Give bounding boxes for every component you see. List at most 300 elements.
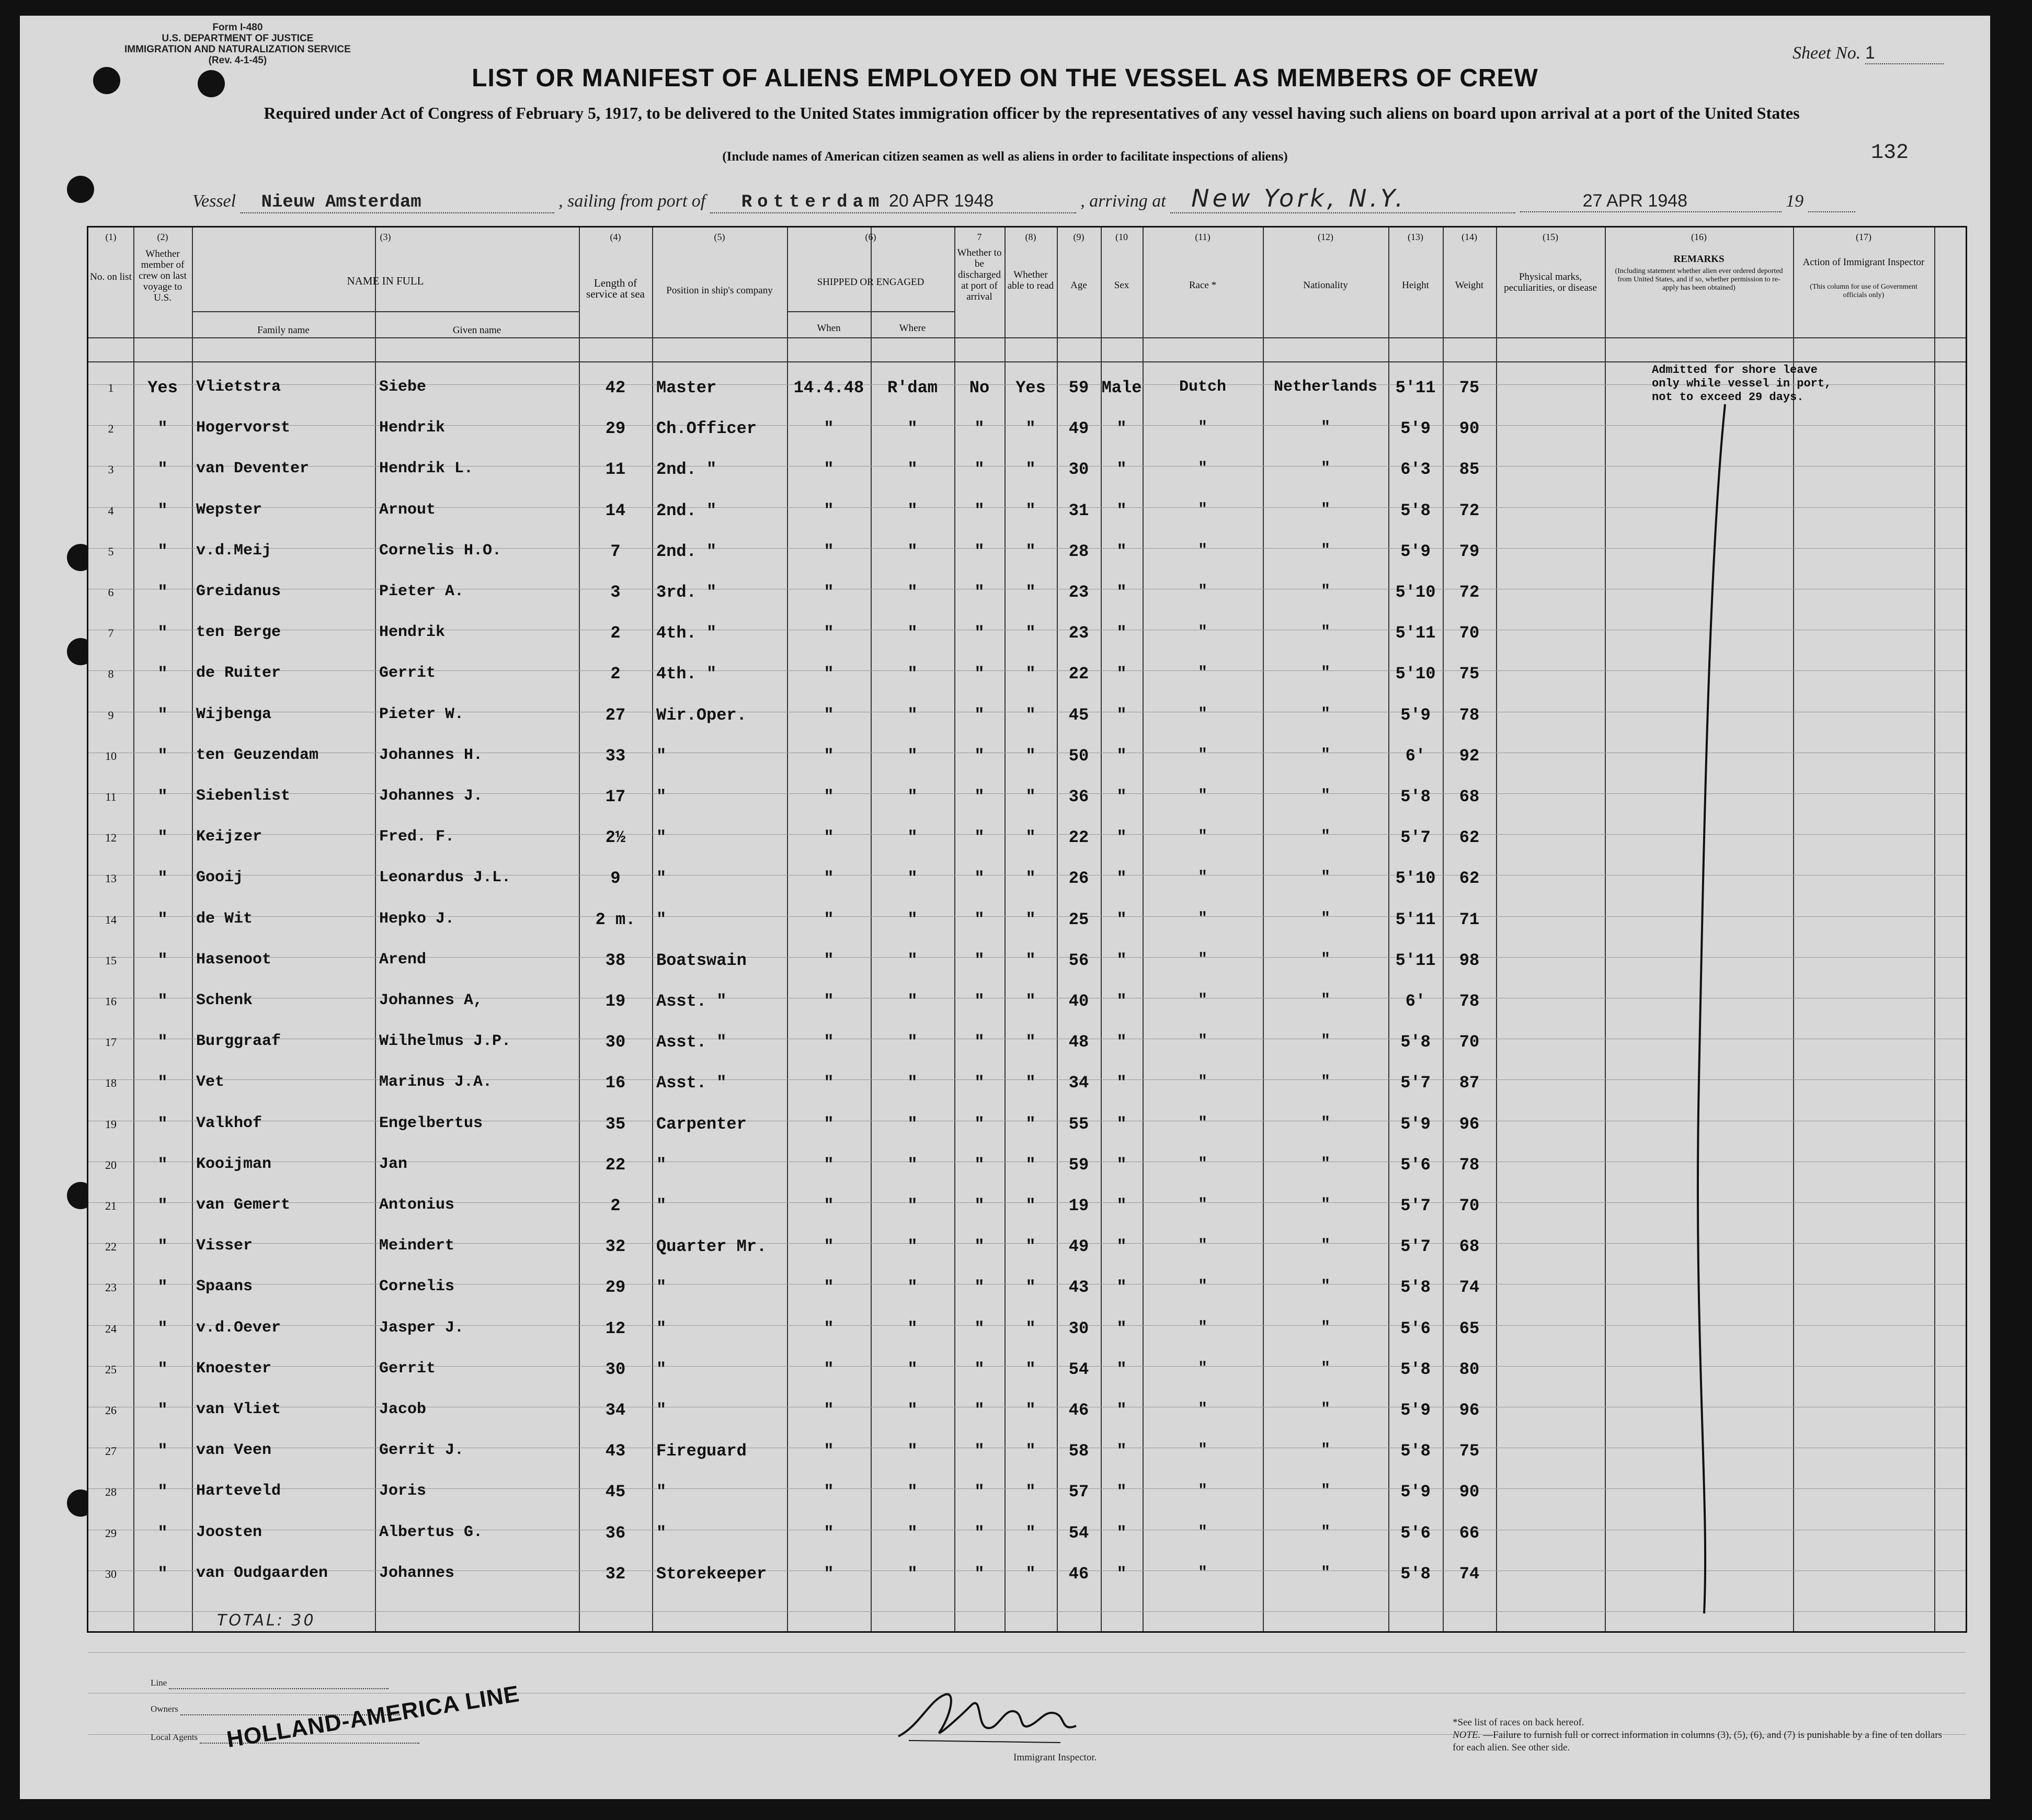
header-num: (2)	[157, 232, 168, 242]
row-number: 7	[108, 627, 114, 640]
weight-cell: 78	[1459, 705, 1480, 725]
discharged-cell: "	[974, 1155, 985, 1175]
given-name-cell: Johannes H.	[379, 746, 483, 764]
family-name-cell: Knoester	[196, 1359, 272, 1378]
arrival-date: 27 APR 1948	[1520, 191, 1782, 212]
able-to-read-cell: "	[1025, 664, 1036, 684]
discharged-cell: "	[974, 1196, 985, 1215]
vessel-name: Nieuw Amsterdam	[241, 192, 554, 213]
shipped-when-cell: "	[824, 950, 834, 970]
nationality-cell: "	[1320, 1401, 1330, 1418]
header-num: (15)	[1543, 232, 1558, 242]
prev-voyage-cell: "	[157, 1073, 168, 1093]
able-to-read-cell: "	[1025, 1401, 1036, 1420]
form-identifier	[124, 22, 351, 66]
position-cell: Quarter Mr.	[656, 1237, 767, 1257]
discharged-cell: "	[974, 909, 985, 929]
shipped-when-cell: "	[824, 746, 834, 766]
sex-cell: "	[1116, 664, 1127, 684]
able-to-read-cell: "	[1025, 500, 1036, 520]
departure-field	[710, 191, 1076, 213]
nationality-cell: "	[1320, 1359, 1330, 1378]
position-cell: "	[656, 909, 667, 929]
owners-label: Owners	[151, 1704, 178, 1714]
given-name-cell: Meindert	[379, 1237, 455, 1255]
nationality-cell: "	[1320, 1523, 1330, 1541]
height-cell: 5'11	[1395, 909, 1436, 929]
able-to-read-cell: "	[1025, 541, 1036, 561]
header-able-to-read: Whether able to read	[1007, 269, 1054, 291]
race-cell: "	[1197, 583, 1207, 600]
row-number: 30	[105, 1567, 117, 1580]
shipped-when-cell: "	[824, 869, 834, 889]
height-cell: 5'11	[1395, 623, 1436, 643]
prev-voyage-cell: "	[157, 787, 168, 806]
prev-voyage-cell: Yes	[147, 378, 178, 397]
given-name-cell: Siebe	[379, 378, 427, 396]
family-name-cell: Vet	[196, 1073, 225, 1091]
age-cell: 57	[1068, 1482, 1089, 1502]
service-cell: 32	[605, 1237, 626, 1257]
sheet-number-value: 1	[1865, 43, 1944, 64]
position-cell: "	[656, 1196, 667, 1215]
discharged-cell: "	[974, 1441, 985, 1461]
height-cell: 5'9	[1400, 419, 1431, 439]
weight-cell: 70	[1459, 1032, 1480, 1052]
weight-cell: 62	[1459, 828, 1480, 848]
age-cell: 31	[1068, 500, 1089, 520]
row-number: 23	[105, 1281, 117, 1294]
column-rule	[652, 228, 653, 1631]
able-to-read-cell: "	[1025, 1073, 1036, 1093]
prev-voyage-cell: "	[157, 1155, 168, 1175]
able-to-read-cell: "	[1025, 992, 1036, 1011]
service-cell: 29	[605, 419, 626, 439]
form-service: IMMIGRATION AND NATURALIZATION SERVICE	[124, 44, 351, 55]
row-number: 4	[108, 504, 114, 517]
discharged-cell: "	[974, 1482, 985, 1502]
height-cell: 5'9	[1400, 1114, 1431, 1134]
crew-table	[87, 226, 1967, 1633]
nationality-cell: "	[1320, 746, 1330, 764]
weight-cell: 96	[1459, 1114, 1480, 1134]
able-to-read-cell: "	[1025, 1032, 1036, 1052]
sex-cell: "	[1116, 1237, 1127, 1257]
race-cell: "	[1197, 460, 1207, 478]
able-to-read-cell: "	[1025, 950, 1036, 970]
shipped-where-cell: "	[907, 1401, 918, 1420]
shipped-when-cell: "	[824, 1032, 834, 1052]
header-where: Where	[899, 323, 926, 334]
position-cell: "	[656, 1318, 667, 1338]
header-prev-voyage: Whether member of crew on last voyage to U.S.	[139, 248, 187, 303]
nationality-cell: "	[1320, 828, 1330, 846]
prev-voyage-cell: "	[157, 992, 168, 1011]
shipped-where-cell: "	[907, 950, 918, 970]
weight-cell: 70	[1459, 623, 1480, 643]
height-cell: 5'10	[1395, 869, 1436, 889]
height-cell: 5'6	[1400, 1155, 1431, 1175]
race-cell: "	[1197, 664, 1207, 682]
discharged-cell: "	[974, 992, 985, 1011]
prev-voyage-cell: "	[157, 705, 168, 725]
able-to-read-cell: "	[1025, 1114, 1036, 1134]
sex-cell: "	[1116, 1196, 1127, 1215]
shipped-where-cell: "	[907, 419, 918, 439]
race-cell: Dutch	[1179, 378, 1226, 396]
position-cell: Asst. "	[656, 1073, 727, 1093]
discharged-cell: "	[974, 1114, 985, 1134]
height-cell: 5'9	[1400, 1482, 1431, 1502]
weight-cell: 98	[1459, 950, 1480, 970]
header-num: (4)	[610, 232, 621, 242]
weight-cell: 66	[1459, 1523, 1480, 1543]
header-num: (9)	[1073, 232, 1085, 242]
family-name-cell: Visser	[196, 1237, 253, 1255]
service-cell: 2	[610, 664, 621, 684]
header-num: (17)	[1856, 232, 1871, 242]
header-inspector-action: Action of Immigrant Inspector	[1802, 257, 1925, 268]
position-cell: "	[656, 1401, 667, 1420]
weight-cell: 71	[1459, 909, 1480, 929]
family-name-cell: Joosten	[196, 1523, 262, 1541]
family-name-cell: Spaans	[196, 1278, 253, 1296]
sailing-label: , sailing from port of	[558, 191, 706, 211]
sex-cell: Male	[1101, 378, 1142, 397]
weight-cell: 70	[1459, 1196, 1480, 1215]
shipped-where-cell: "	[907, 1196, 918, 1215]
race-cell: "	[1197, 1523, 1207, 1541]
header-rule	[88, 361, 1966, 362]
footer-line	[151, 1678, 389, 1689]
shipped-when-cell: "	[824, 623, 834, 643]
discharged-cell: "	[974, 787, 985, 806]
shipped-where-cell: "	[907, 1359, 918, 1379]
header-inspector-note: (This column for use of Government officials only)	[1810, 283, 1917, 299]
weight-cell: 78	[1459, 992, 1480, 1011]
shipped-where-cell: "	[907, 500, 918, 520]
departure-date: 20 APR 1948	[888, 191, 994, 211]
prev-voyage-cell: "	[157, 1318, 168, 1338]
family-name-cell: Harteveld	[196, 1482, 281, 1500]
height-cell: 5'7	[1400, 1237, 1431, 1257]
service-cell: 12	[605, 1318, 626, 1338]
family-name-cell: Hogervorst	[196, 419, 291, 437]
given-name-cell: Pieter A.	[379, 583, 464, 600]
shipped-when-cell: "	[824, 787, 834, 806]
race-cell: "	[1197, 950, 1207, 969]
given-name-cell: Hendrik	[379, 623, 446, 642]
family-name-cell: v.d.Meij	[196, 541, 272, 560]
shipped-when-cell: "	[824, 992, 834, 1011]
position-cell: "	[656, 787, 667, 806]
sex-cell: "	[1116, 460, 1127, 480]
service-cell: 42	[605, 378, 626, 397]
service-cell: 2	[610, 623, 621, 643]
inspector-label: Immigrant Inspector.	[1013, 1752, 1097, 1763]
shipped-when-cell: "	[824, 705, 834, 725]
service-cell: 14	[605, 500, 626, 520]
shipped-when-cell: "	[824, 1237, 834, 1257]
row-number: 12	[105, 831, 117, 845]
form-department: U.S. DEPARTMENT OF JUSTICE	[162, 33, 314, 44]
height-cell: 5'7	[1400, 828, 1431, 848]
sex-cell: "	[1116, 1441, 1127, 1461]
service-cell: 7	[610, 541, 621, 561]
row-number: 10	[105, 749, 117, 763]
nationality-cell: "	[1320, 1482, 1330, 1500]
position-cell: "	[656, 1523, 667, 1543]
service-cell: 11	[605, 460, 626, 480]
header-num: (10	[1115, 232, 1128, 242]
sex-cell: "	[1116, 992, 1127, 1011]
race-cell: "	[1197, 419, 1207, 437]
race-cell: "	[1197, 500, 1207, 519]
height-cell: 5'6	[1400, 1318, 1431, 1338]
race-cell: "	[1197, 1318, 1207, 1337]
discharged-cell: "	[974, 1318, 985, 1338]
given-name-cell: Gerrit J.	[379, 1441, 464, 1460]
discharged-cell: "	[974, 950, 985, 970]
service-cell: 29	[605, 1278, 626, 1298]
given-name-cell: Cornelis	[379, 1278, 455, 1296]
discharged-cell: "	[974, 1564, 985, 1584]
discharged-cell: "	[974, 705, 985, 725]
service-cell: 2 m.	[595, 909, 636, 929]
position-cell: Wir.Oper.	[656, 705, 747, 725]
shipped-when-cell: "	[824, 1564, 834, 1584]
given-name-cell: Arend	[379, 950, 427, 969]
family-name-cell: Hasenoot	[196, 950, 272, 969]
able-to-read-cell: "	[1025, 828, 1036, 848]
position-cell: "	[656, 1278, 667, 1298]
header-num: (16)	[1691, 232, 1707, 242]
given-name-cell: Wilhelmus J.P.	[379, 1032, 511, 1051]
height-cell: 5'6	[1400, 1523, 1431, 1543]
shipped-when-cell: "	[824, 1278, 834, 1298]
header-length-of-service: Length of service at sea	[586, 277, 645, 300]
weight-cell: 90	[1459, 1482, 1480, 1502]
sex-cell: "	[1116, 1523, 1127, 1543]
shipped-when-cell: "	[824, 1073, 834, 1093]
header-when: When	[817, 323, 841, 334]
family-name-cell: Vlietstra	[196, 378, 281, 396]
weight-cell: 75	[1459, 664, 1480, 684]
able-to-read-cell: "	[1025, 705, 1036, 725]
age-cell: 23	[1068, 583, 1089, 602]
service-cell: 17	[605, 787, 626, 806]
height-cell: 6'	[1405, 746, 1426, 766]
discharged-cell: "	[974, 623, 985, 643]
race-cell: "	[1197, 909, 1207, 928]
able-to-read-cell: "	[1025, 787, 1036, 806]
height-cell: 5'10	[1395, 583, 1436, 602]
height-cell: 5'9	[1400, 1401, 1431, 1420]
shipped-when-cell: "	[824, 1196, 834, 1215]
form-revision: (Rev. 4-1-45)	[208, 55, 267, 66]
nationality-cell: "	[1320, 664, 1330, 682]
given-name-cell: Fred. F.	[379, 828, 455, 846]
height-cell: 5'8	[1400, 1278, 1431, 1298]
nationality-cell: "	[1320, 869, 1330, 887]
header-height: Height	[1402, 280, 1429, 291]
discharged-cell: "	[974, 1401, 985, 1420]
year-field	[1808, 191, 1855, 212]
family-name-cell: Siebenlist	[196, 787, 291, 805]
discharged-cell: "	[974, 419, 985, 439]
row-number: 15	[105, 953, 117, 967]
discharged-cell: "	[974, 828, 985, 848]
punch-hole	[67, 176, 94, 203]
sex-cell: "	[1116, 541, 1127, 561]
prev-voyage-cell: "	[157, 460, 168, 480]
race-cell: "	[1197, 746, 1207, 764]
shipped-when-cell: "	[824, 664, 834, 684]
row-number: 19	[105, 1117, 117, 1131]
nationality-cell: "	[1320, 1441, 1330, 1460]
shipped-where-cell: "	[907, 992, 918, 1011]
race-cell: "	[1197, 828, 1207, 846]
height-cell: 5'10	[1395, 664, 1436, 684]
height-cell: 6'3	[1400, 460, 1431, 480]
position-cell: Asst. "	[656, 992, 727, 1011]
race-cell: "	[1197, 1278, 1207, 1296]
weight-cell: 78	[1459, 1155, 1480, 1175]
manifest-sheet	[20, 16, 1990, 1799]
vessel-label: Vessel	[192, 191, 236, 211]
shipped-when-cell: "	[824, 1523, 834, 1543]
prev-voyage-cell: "	[157, 500, 168, 520]
discharged-cell: "	[974, 1237, 985, 1257]
given-name-cell: Johannes	[379, 1564, 455, 1582]
total-count: TOTAL: 30	[217, 1611, 316, 1630]
shipped-where-cell: "	[907, 583, 918, 602]
position-cell: "	[656, 1359, 667, 1379]
header-remarks-note: (Including statement whether alien ever ordered deported from United States, and if so, whether permission to re-apply has been obtained)	[1615, 267, 1783, 292]
row-number: 28	[105, 1485, 117, 1499]
header-position: Position in ship's company	[666, 285, 773, 296]
age-cell: 46	[1068, 1401, 1089, 1420]
age-cell: 55	[1068, 1114, 1089, 1134]
header-race: Race *	[1189, 280, 1217, 291]
header-family-name: Family name	[257, 325, 310, 336]
prev-voyage-cell: "	[157, 419, 168, 439]
age-cell: 46	[1068, 1564, 1089, 1584]
page-title: LIST OR MANIFEST OF ALIENS EMPLOYED ON THE VESSEL AS MEMBERS OF CREW	[472, 64, 1538, 92]
row-number: 1	[108, 381, 114, 394]
sex-cell: "	[1116, 500, 1127, 520]
age-cell: 50	[1068, 746, 1089, 766]
nationality-cell: "	[1320, 787, 1330, 805]
shipped-where-cell: "	[907, 664, 918, 684]
column-rule	[1496, 228, 1497, 1631]
race-cell: "	[1197, 1359, 1207, 1378]
race-cell: "	[1197, 869, 1207, 887]
height-cell: 5'11	[1395, 950, 1436, 970]
header-num: 7	[977, 232, 982, 242]
age-cell: 49	[1068, 1237, 1089, 1257]
shipped-where-cell: "	[907, 1155, 918, 1175]
row-number: 29	[105, 1526, 117, 1540]
age-cell: 26	[1068, 869, 1089, 889]
service-cell: 36	[605, 1523, 626, 1543]
position-cell: 2nd. "	[656, 541, 717, 561]
race-cell: "	[1197, 1482, 1207, 1500]
family-name-cell: v.d.Oever	[196, 1318, 281, 1337]
row-number: 22	[105, 1240, 117, 1254]
age-cell: 59	[1068, 1155, 1089, 1175]
race-cell: "	[1197, 787, 1207, 805]
given-name-cell: Engelbertus	[379, 1114, 483, 1132]
able-to-read-cell: "	[1025, 1359, 1036, 1379]
age-cell: 56	[1068, 950, 1089, 970]
race-cell: "	[1197, 1237, 1207, 1255]
service-cell: 22	[605, 1155, 626, 1175]
remarks-ditto-line	[1688, 400, 1751, 1619]
service-cell: 2	[610, 1196, 621, 1215]
prev-voyage-cell: "	[157, 828, 168, 848]
row-number: 3	[108, 463, 114, 476]
service-cell: 27	[605, 705, 626, 725]
column-rule	[1793, 228, 1794, 1631]
able-to-read-cell: "	[1025, 869, 1036, 889]
shipped-where-cell: "	[907, 1318, 918, 1338]
position-cell: 2nd. "	[656, 460, 717, 480]
shipped-where-cell: "	[907, 460, 918, 480]
sex-cell: "	[1116, 1318, 1127, 1338]
given-name-cell: Johannes J.	[379, 787, 483, 805]
able-to-read-cell: "	[1025, 1482, 1036, 1502]
column-rule	[1263, 228, 1264, 1631]
prev-voyage-cell: "	[157, 909, 168, 929]
column-rule	[192, 228, 193, 1631]
race-cell: "	[1197, 1032, 1207, 1051]
able-to-read-cell: "	[1025, 583, 1036, 602]
service-cell: 43	[605, 1441, 626, 1461]
line-label: Line	[151, 1678, 167, 1688]
weight-cell: 75	[1459, 1441, 1480, 1461]
given-name-cell: Leonardus J.L.	[379, 869, 511, 887]
prev-voyage-cell: "	[157, 664, 168, 684]
race-cell: "	[1197, 1401, 1207, 1418]
sheet-number	[1793, 43, 1944, 64]
discharged-cell: "	[974, 869, 985, 889]
given-name-cell: Hepko J.	[379, 909, 455, 928]
family-name-cell: Gooij	[196, 869, 244, 887]
header-discharged: Whether to be discharged at port of arrival	[957, 247, 1002, 302]
able-to-read-cell: "	[1025, 909, 1036, 929]
able-to-read-cell: "	[1025, 746, 1036, 766]
sex-cell: "	[1116, 1482, 1127, 1502]
race-cell: "	[1197, 1564, 1207, 1582]
given-name-cell: Hendrik	[379, 419, 446, 437]
age-cell: 59	[1068, 378, 1089, 397]
given-name-cell: Jasper J.	[379, 1318, 464, 1337]
nationality-cell: "	[1320, 623, 1330, 642]
nationality-cell: "	[1320, 1114, 1330, 1132]
weight-cell: 90	[1459, 419, 1480, 439]
race-cell: "	[1197, 1114, 1207, 1132]
shipped-where-cell: "	[907, 1114, 918, 1134]
nationality-cell: "	[1320, 1318, 1330, 1337]
position-cell: Asst. "	[656, 1032, 727, 1052]
able-to-read-cell: "	[1025, 1441, 1036, 1461]
nationality-cell: "	[1320, 1196, 1330, 1214]
header-num: (12)	[1318, 232, 1333, 242]
subtitle: Required under Act of Congress of February 5, 1917, to be delivered to the United States immigration officer by the representatives of any vessel having such aliens on board upon arrival at a port of the United States	[264, 104, 1800, 122]
able-to-read-cell: Yes	[1015, 378, 1046, 397]
family-name-cell: van Deventer	[196, 460, 310, 478]
